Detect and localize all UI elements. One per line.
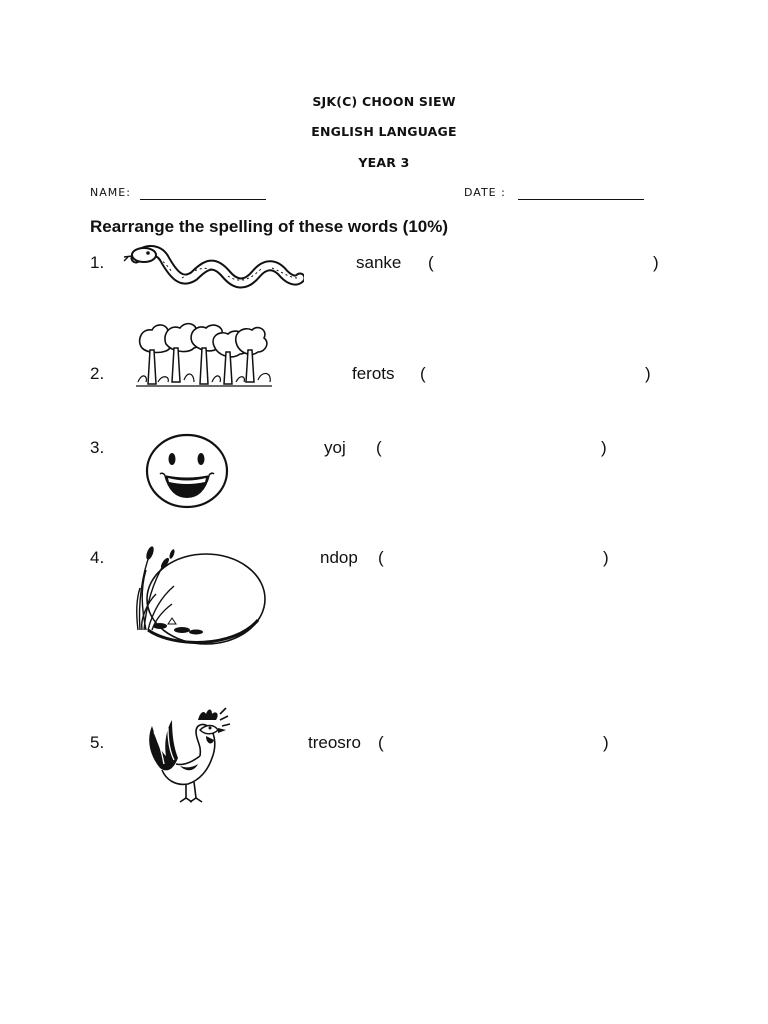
answer-open-paren-1: (: [428, 253, 434, 272]
item-number-1: 1.: [90, 253, 105, 272]
scrambled-word-3: yoj: [324, 438, 346, 457]
answer-close-paren-5: ): [603, 733, 609, 752]
answer-open-paren-2: (: [420, 364, 426, 383]
item-number-5: 5.: [90, 733, 105, 752]
answer-open-paren-5: (: [378, 733, 384, 752]
forest-picture: [136, 320, 274, 390]
scrambled-word-4: ndop: [320, 548, 358, 567]
scrambled-word-1: sanke: [356, 253, 402, 272]
rooster-picture: [140, 706, 232, 814]
answer-close-paren-2: ): [645, 364, 651, 383]
year-label: YEAR 3: [358, 155, 410, 170]
date-label: DATE :: [464, 186, 506, 199]
instruction-heading: Rearrange the spelling of these words (10%): [90, 217, 449, 236]
item-number-4: 4.: [90, 548, 105, 567]
snake-picture: [122, 240, 304, 292]
answer-close-paren-1: ): [653, 253, 659, 272]
answer-close-paren-4: ): [603, 548, 609, 567]
name-label: NAME:: [90, 186, 131, 199]
item-number-2: 2.: [90, 364, 105, 383]
name-field-line[interactable]: [140, 199, 266, 200]
date-field-line[interactable]: [518, 199, 644, 200]
answer-open-paren-3: (: [376, 438, 382, 457]
pond-picture: [134, 544, 268, 648]
subject-title: ENGLISH LANGUAGE: [311, 124, 457, 139]
answer-close-paren-3: ): [601, 438, 607, 457]
scrambled-word-2: ferots: [352, 364, 395, 383]
answer-open-paren-4: (: [378, 548, 384, 567]
school-name: SJK(C) CHOON SIEW: [312, 94, 456, 109]
smiley-face-picture: [144, 432, 230, 510]
item-number-3: 3.: [90, 438, 105, 457]
scrambled-word-5: treosro: [308, 733, 361, 752]
